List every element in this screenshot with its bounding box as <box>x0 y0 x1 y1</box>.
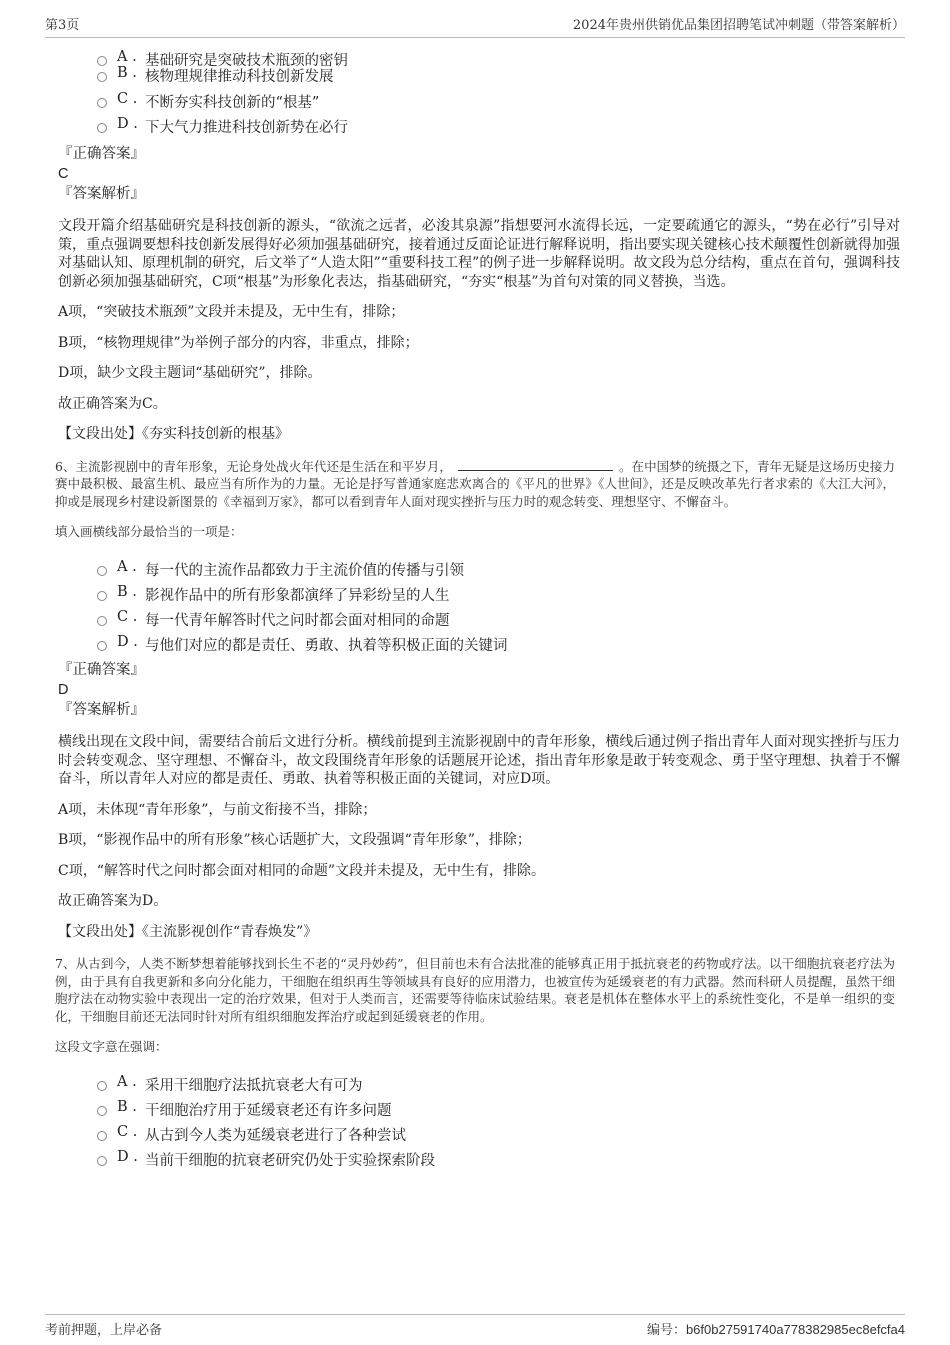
radio-button[interactable] <box>97 123 107 133</box>
answer-label: 『正确答案』 <box>58 662 145 678</box>
page-content <box>0 48 950 1173</box>
analysis-note: C项，“解答时代之问时都会面对相同的命题”文段并未提及，无中生有，排除。 <box>58 862 546 879</box>
analysis-note: B项，“影视作品中的所有形象”核心话题扩大，文段强调“青年形象”，排除； <box>58 832 531 848</box>
option-d[interactable]: D . 当前干细胞的抗衰老研究仍处于实验探索阶段 <box>0 1148 950 1173</box>
analysis-note: A项，未体现“青年形象”，与前文衔接不当，排除； <box>58 801 377 818</box>
footer-slogan: 考前押题，上岸必备 <box>45 1323 163 1338</box>
option-d[interactable]: D . 下大气力推进科技创新势在必行 <box>0 115 950 140</box>
option-b[interactable]: B . 影视作品中的所有形象都演绎了异彩纷呈的人生 <box>0 583 950 608</box>
radio-button[interactable] <box>97 641 107 651</box>
analysis-note: B项，“核物理规律”为举例子部分的内容，非重点，排除； <box>58 334 419 351</box>
analysis-note: D项，缺少文段主题词“基础研究”，排除。 <box>58 365 322 381</box>
answer-label: 『正确答案』 <box>58 146 145 162</box>
analysis-label: 『答案解析』 <box>58 702 145 718</box>
q7-options <box>0 1073 950 1173</box>
analysis-text: 横线出现在文段中间，需要结合前后文进行分析。横线前提到主流影视剧中的青年形象，横线后通过例子指出青年人面对现实挫折与压力时会转变观念、坚守理想、不懈奋斗，故文段围绕青年形象的话题展开论述，指出青年形象是敢于转变观念、勇于坚守理想、执着于不懈奋斗，所以青年人对应的都是责任、勇敢、执着等积极正面的关键词，对应D项。 <box>58 734 900 787</box>
question-prompt: 填入画横线部分最恰当的一项是： <box>55 524 243 539</box>
conclusion: 故正确答案为D。 <box>58 893 168 909</box>
radio-button[interactable] <box>97 98 107 108</box>
q5-options <box>0 48 950 140</box>
option-a[interactable]: A . 采用干细胞疗法抵抗衰老大有可为 <box>0 1073 950 1098</box>
analysis-note: A项，“突破技术瓶颈”文段并未提及，无中生有，排除； <box>58 304 405 320</box>
option-c[interactable]: C . 不断夯实科技创新的“根基” <box>0 90 950 115</box>
question-prompt: 这段文字意在强调： <box>55 1039 168 1054</box>
radio-button[interactable] <box>97 566 107 576</box>
option-a[interactable]: A . 基础研究是突破技术瓶颈的密钥 <box>0 48 950 64</box>
radio-button[interactable] <box>97 1156 107 1166</box>
source-note: 【文段出处】《夯实科技创新的根基》 <box>58 426 289 442</box>
radio-button[interactable] <box>97 1131 107 1141</box>
page-footer <box>45 1314 905 1338</box>
option-a[interactable]: A . 每一代的主流作品都致力于主流价值的传播与引领 <box>0 558 950 583</box>
q6-options <box>0 558 950 658</box>
document-title: 2024年贵州供销优品集团招聘笔试冲刺题（带答案解析） <box>572 18 905 33</box>
radio-button[interactable] <box>97 591 107 601</box>
option-c[interactable]: C . 从古到今人类为延缓衰老进行了各种尝试 <box>0 1123 950 1148</box>
correct-answer: C <box>58 166 69 182</box>
radio-button[interactable] <box>97 1081 107 1091</box>
question-7-stem: 7、从古到今，人类不断梦想着能够找到长生不老的“灵丹妙药”，但目前也未有合法批准的能够真正用于抵抗衰老的药物或疗法。以干细胞抗衰老疗法为例，由于具有自我更新和多向分化能力，干细胞在组织再生等领域具有良好的应用潜力，也被宣传为延缓衰老的有力武器。然而科研人员提醒，虽然干细胞疗法在动物实验中表现出一定的治疗效果，但对于人类而言，还需要等待临床试验结果。衰老是机体在整体水平上的系统性变化，不是单一组织的变化，干细胞目前还无法同时针对所有组织细胞发挥治疗或起到延缓衰老的作用。 <box>55 956 895 1024</box>
option-c[interactable]: C . 每一代青年解答时代之问时都会面对相同的命题 <box>0 608 950 633</box>
page-header <box>45 14 905 38</box>
analysis-label: 『答案解析』 <box>58 186 145 202</box>
page-number: 第3页 <box>45 18 80 33</box>
question-6-stem: 6、主流影视剧中的青年形象，无论身处战火年代还是生活在和平岁月， 。在中国梦的统摄之下，青年无疑是这场历史接力赛中最积极、最富生机、最应当有所作为的力量。无论是抒写普通家庭悲欢离合的《平凡的世界》《人世间》，还是反映改革先行者求索的《大江大河》，抑或是展现乡村建设新图景的《幸福到万家》，都可以看到青年人面对现实挫折与压力时的观念转变、理想坚守、不懈奋斗。 <box>55 458 895 509</box>
option-b[interactable]: B . 干细胞治疗用于延缓衰老还有许多问题 <box>0 1098 950 1123</box>
document-code: 编号：b6f0b27591740a778382985ec8efcfa4 <box>646 1322 905 1338</box>
correct-answer: D <box>58 682 69 698</box>
radio-button[interactable] <box>97 72 107 82</box>
fill-blank <box>458 458 613 471</box>
radio-button[interactable] <box>97 1106 107 1116</box>
radio-button[interactable] <box>97 616 107 626</box>
option-b[interactable]: B . 核物理规律推动科技创新发展 <box>0 64 950 90</box>
conclusion: 故正确答案为C。 <box>58 395 167 412</box>
analysis-text: 文段开篇介绍基础研究是科技创新的源头，“欲流之远者，必浚其泉源”指想要河水流得长远，一定要疏通它的源头，“势在必行”引导对策，重点强调要想科技创新发展得好必须加强基础研究，接着通过反面论证进行解释说明，指出要实现关键核心技术颠覆性创新就得加强对基础认知、原理机制的研究，后文举了“人造太阳”“重要科技工程”的例子进一步解释说明。故文段为总分结构，重点在首句，强调科技创新必须加强基础研究，C项“根基”为形象化表达，指基础研究，“夯实“根基”为首句对策的同义替换，当选。 <box>58 218 900 290</box>
source-note: 【文段出处】《主流影视创作“青春焕发”》 <box>58 923 318 940</box>
option-d[interactable]: D . 与他们对应的都是责任、勇敢、执着等积极正面的关键词 <box>0 633 950 658</box>
